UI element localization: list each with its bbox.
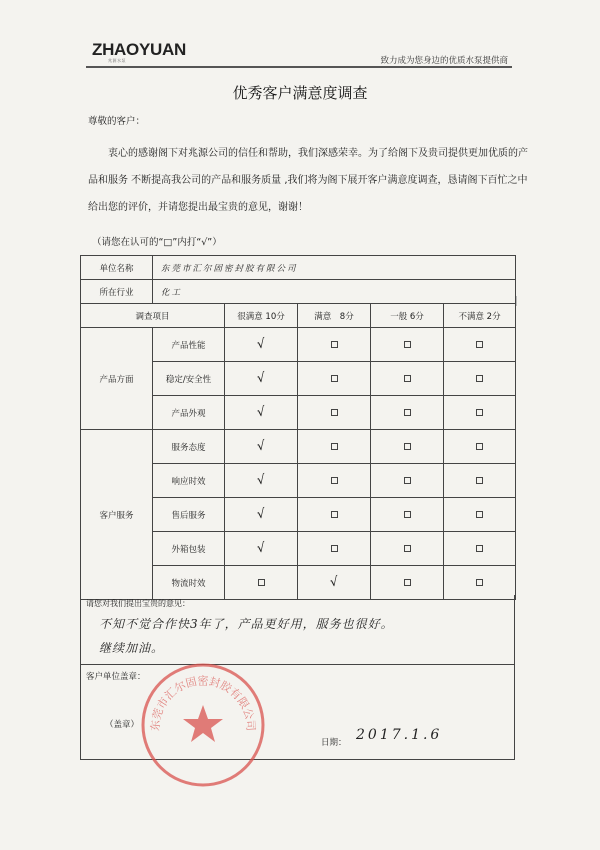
rating-cell[interactable] <box>298 464 371 498</box>
checkmark-icon: √ <box>255 370 267 387</box>
rating-cell[interactable] <box>298 328 371 362</box>
checkbox-icon <box>476 375 483 382</box>
greeting: 尊敬的客户： <box>88 116 146 127</box>
logo-subtitle: 兆源水泵 <box>108 58 126 63</box>
checkbox-icon <box>331 511 338 518</box>
header-item: 调查项目 <box>81 304 225 328</box>
header-satisfied: 满意 8分 <box>298 304 371 328</box>
checkmark-icon: √ <box>255 540 267 557</box>
stamp-label: 客户单位盖章： <box>86 672 146 682</box>
seal-label: （盖章） <box>105 720 140 730</box>
rating-cell[interactable] <box>298 396 371 430</box>
rating-cell[interactable] <box>371 498 444 532</box>
row-label: 响应时效 <box>153 464 225 498</box>
checkbox-icon <box>476 409 483 416</box>
rating-cell[interactable] <box>371 396 444 430</box>
company-seal <box>138 660 268 790</box>
checkmark-icon: √ <box>255 336 267 353</box>
checkbox-icon <box>258 579 265 586</box>
fold-mark <box>516 296 517 306</box>
date-label: 日期： <box>321 738 347 748</box>
checkmark-icon: √ <box>255 404 267 421</box>
group-service: 客户服务 <box>81 430 153 600</box>
industry-row <box>81 280 516 304</box>
row-label: 服务态度 <box>153 430 225 464</box>
comments-line-1: 不知不觉合作快3年了，产品更好用，服务也很好。 <box>99 617 394 631</box>
header-very-satisfied: 很满意 10分 <box>225 304 298 328</box>
checkbox-icon <box>476 341 483 348</box>
table-row <box>81 430 516 464</box>
header-unsatisfied: 不满意 2分 <box>444 304 516 328</box>
page-title: 优秀客户满意度调查 <box>232 84 368 102</box>
checkmark-icon: √ <box>328 574 340 591</box>
table-header-row <box>81 304 516 328</box>
rating-cell[interactable] <box>444 430 516 464</box>
instruction-text: （请您在认可的“□”内打“√”） <box>92 237 222 248</box>
rating-cell[interactable] <box>225 328 298 362</box>
checkbox-icon <box>404 341 411 348</box>
checkbox-icon <box>476 545 483 552</box>
table-row <box>81 328 516 362</box>
header-divider <box>86 66 512 68</box>
comments-prompt: 请您对我们提出宝贵的意见： <box>86 599 190 608</box>
rating-cell[interactable] <box>371 362 444 396</box>
checkbox-icon <box>404 511 411 518</box>
rating-cell[interactable] <box>444 396 516 430</box>
comments-handwriting <box>99 612 509 660</box>
checkmark-icon: √ <box>255 472 267 489</box>
company-logo: ZHAOYUAN <box>92 40 186 59</box>
row-label: 产品性能 <box>153 328 225 362</box>
rating-cell[interactable] <box>444 328 516 362</box>
group-product: 产品方面 <box>81 328 153 430</box>
intro-paragraph: 衷心的感谢阁下对兆源公司的信任和帮助，我们深感荣幸。为了给阁下及贵司提供更加优质的产品和服务 不断提高我公司的产品和服务质量 ,我们将为阁下展开客户满意度调查，恳请阁下百忙之中给出您的评价，并请您提出最宝贵的意见，谢谢！ <box>88 148 528 213</box>
checkbox-icon <box>331 443 338 450</box>
survey-table <box>80 255 516 600</box>
checkbox-icon <box>331 477 338 484</box>
checkbox-icon <box>476 511 483 518</box>
rating-cell[interactable] <box>225 430 298 464</box>
rating-cell[interactable] <box>444 362 516 396</box>
checkbox-icon <box>404 375 411 382</box>
checkbox-icon <box>404 477 411 484</box>
checkbox-icon <box>404 579 411 586</box>
row-label: 外箱包装 <box>153 532 225 566</box>
comments-section <box>80 595 515 665</box>
rating-cell[interactable] <box>225 498 298 532</box>
rating-cell[interactable] <box>298 498 371 532</box>
row-label: 物流时效 <box>153 566 225 600</box>
checkbox-icon <box>331 375 338 382</box>
rating-cell[interactable] <box>298 362 371 396</box>
rating-cell[interactable] <box>444 464 516 498</box>
seal-star-icon <box>183 705 223 742</box>
checkbox-icon <box>404 443 411 450</box>
rating-cell[interactable] <box>371 532 444 566</box>
rating-cell[interactable] <box>225 362 298 396</box>
company-row <box>81 256 516 280</box>
header-average: 一般 6分 <box>371 304 444 328</box>
checkbox-icon <box>404 545 411 552</box>
rating-cell[interactable] <box>298 532 371 566</box>
rating-cell[interactable] <box>371 328 444 362</box>
date-value: 2017.1.6 <box>356 727 443 743</box>
row-label: 售后服务 <box>153 498 225 532</box>
rating-cell[interactable] <box>444 498 516 532</box>
seal-text: 东莞市汇尔固密封胶有限公司 <box>148 674 258 732</box>
checkbox-icon <box>331 409 338 416</box>
rating-cell[interactable] <box>225 532 298 566</box>
comments-line-2: 继续加油。 <box>99 641 165 655</box>
row-label: 产品外观 <box>153 396 225 430</box>
industry-label: 所在行业 <box>81 280 153 304</box>
rating-cell[interactable] <box>225 464 298 498</box>
checkmark-icon: √ <box>255 438 267 455</box>
checkbox-icon <box>331 545 338 552</box>
checkbox-icon <box>404 409 411 416</box>
rating-cell[interactable] <box>444 532 516 566</box>
checkmark-icon: √ <box>255 506 267 523</box>
checkbox-icon <box>331 341 338 348</box>
rating-cell[interactable] <box>371 430 444 464</box>
checkbox-icon <box>476 579 483 586</box>
checkbox-icon <box>476 443 483 450</box>
checkbox-icon <box>476 477 483 484</box>
company-value: 东莞市汇尔固密封胶有限公司 <box>153 256 516 280</box>
header-slogan: 致力成为您身边的优质水泵提供商 <box>380 56 508 66</box>
rating-cell[interactable] <box>225 396 298 430</box>
company-label: 单位名称 <box>81 256 153 280</box>
industry-value: 化工 <box>153 280 516 304</box>
row-label: 稳定/安全性 <box>153 362 225 396</box>
rating-cell[interactable] <box>298 430 371 464</box>
rating-cell[interactable] <box>371 464 444 498</box>
